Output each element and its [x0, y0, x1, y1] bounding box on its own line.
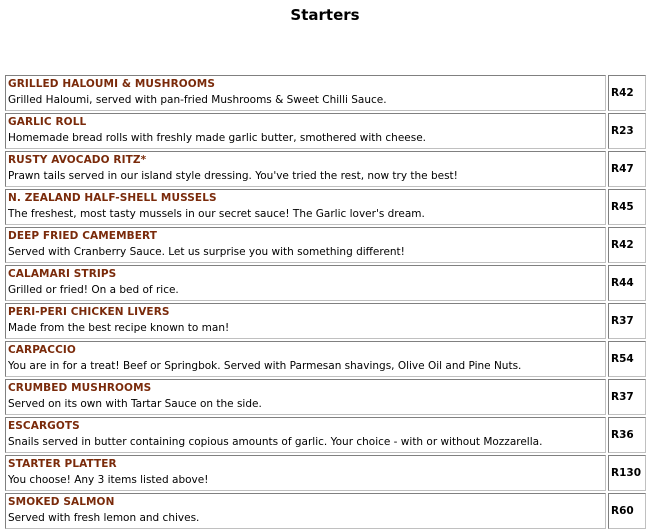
item-price: R47: [608, 151, 646, 187]
item-price: R23: [608, 113, 646, 149]
item-description: Grilled or fried! On a bed of rice.: [8, 284, 179, 296]
item-price: R42: [608, 75, 646, 111]
item-cell: [5, 227, 606, 263]
item-description: Prawn tails served in our island style dressing. You've tried the rest, now try the best!: [8, 170, 458, 182]
menu-row: [5, 151, 646, 187]
page-title: Starters: [290, 6, 360, 24]
item-price: R42: [608, 227, 646, 263]
item-name: GRILLED HALOUMI & MUSHROOMS: [8, 78, 216, 90]
item-name: N. ZEALAND HALF-SHELL MUSSELS: [8, 192, 217, 204]
menu-row: [5, 455, 646, 491]
menu-row: [5, 113, 646, 149]
item-price: R130: [608, 455, 646, 491]
menu-row: [5, 493, 646, 529]
menu-row: [5, 75, 646, 111]
item-cell: [5, 265, 606, 301]
item-cell: [5, 303, 606, 339]
item-name: GARLIC ROLL: [8, 116, 87, 128]
item-price: R60: [608, 493, 646, 529]
item-description: Served with Cranberry Sauce. Let us surprise you with something different!: [8, 246, 405, 258]
item-cell: [5, 493, 606, 529]
menu-row: [5, 227, 646, 263]
item-name: STARTER PLATTER: [8, 458, 117, 470]
item-price: R36: [608, 417, 646, 453]
item-name: ESCARGOTS: [8, 420, 80, 432]
item-description: Served on its own with Tartar Sauce on the side.: [8, 398, 262, 410]
item-price: R45: [608, 189, 646, 225]
item-cell: [5, 455, 606, 491]
item-name: CARPACCIO: [8, 344, 76, 356]
item-cell: [5, 379, 606, 415]
item-cell: [5, 341, 606, 377]
item-cell: [5, 113, 606, 149]
menu-table: [3, 73, 648, 531]
item-description: Served with fresh lemon and chives.: [8, 512, 200, 524]
item-name: DEEP FRIED CAMEMBERT: [8, 230, 157, 242]
item-price: R37: [608, 379, 646, 415]
item-description: You choose! Any 3 items listed above!: [8, 474, 209, 486]
item-description: The freshest, most tasty mussels in our secret sauce! The Garlic lover's dream.: [8, 208, 425, 220]
menu-row: [5, 303, 646, 339]
item-description: You are in for a treat! Beef or Springbok. Served with Parmesan shavings, Olive Oil and Pine Nuts.: [8, 360, 522, 372]
item-description: Grilled Haloumi, served with pan-fried Mushrooms & Sweet Chilli Sauce.: [8, 94, 387, 106]
item-name: RUSTY AVOCADO RITZ*: [8, 154, 147, 166]
item-name: CRUMBED MUSHROOMS: [8, 382, 152, 394]
item-price: R37: [608, 303, 646, 339]
item-cell: [5, 151, 606, 187]
item-cell: [5, 189, 606, 225]
item-description: Homemade bread rolls with freshly made garlic butter, smothered with cheese.: [8, 132, 427, 144]
item-price: R44: [608, 265, 646, 301]
menu-row: [5, 417, 646, 453]
menu-row: [5, 189, 646, 225]
menu-row: [5, 265, 646, 301]
item-description: Made from the best recipe known to man!: [8, 322, 230, 334]
item-price: R54: [608, 341, 646, 377]
item-name: CALAMARI STRIPS: [8, 268, 117, 280]
item-cell: [5, 75, 606, 111]
menu-row: [5, 379, 646, 415]
item-cell: [5, 417, 606, 453]
item-name: SMOKED SALMON: [8, 496, 115, 508]
item-name: PERI-PERI CHICKEN LIVERS: [8, 306, 170, 318]
menu-row: [5, 341, 646, 377]
item-description: Snails served in butter containing copious amounts of garlic. Your choice - with or without Mozzarella.: [8, 436, 543, 448]
